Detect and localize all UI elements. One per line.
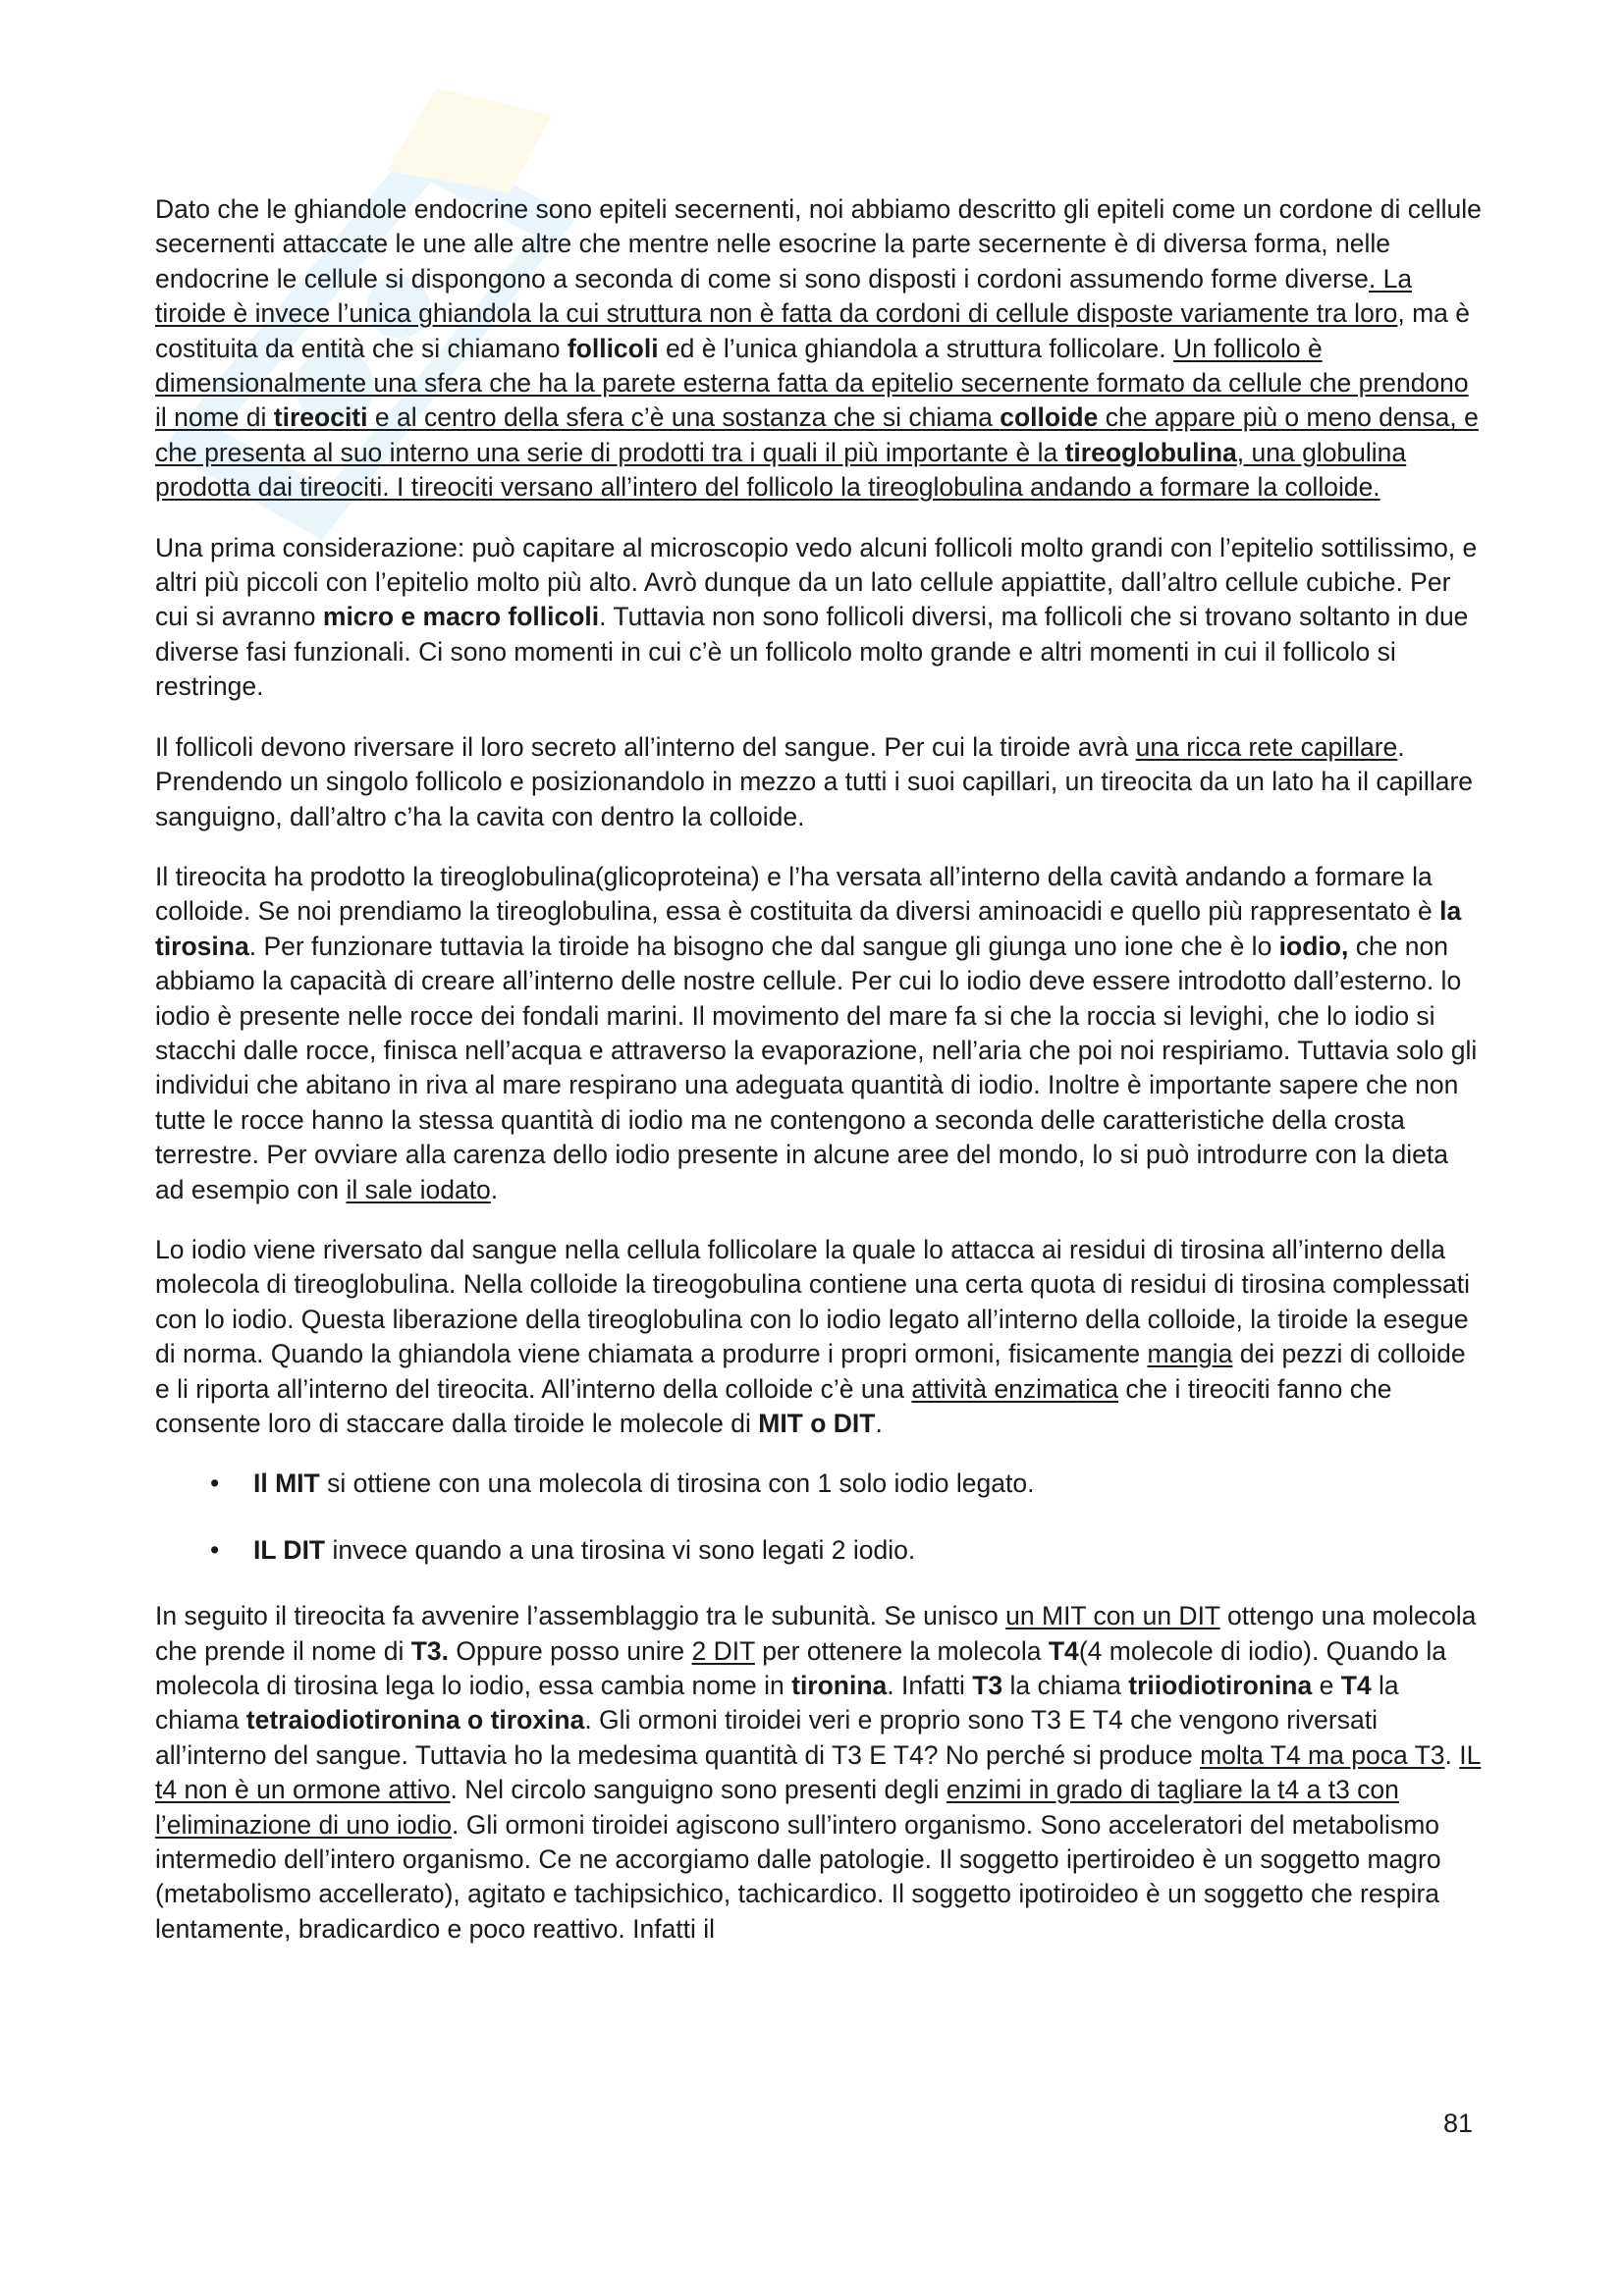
paragraph-3	[155, 730, 1483, 834]
p1-bold-follicoli: follicoli	[567, 333, 659, 363]
p4-text-e: che non abbiamo la capacità di creare all’interno delle nostre cellule. Per cui lo iodio deve essere introdotto dall’esterno. lo iodio è presente nelle rocce dei fondali marini. Il movimento del mare fa si che la roccia si levighi, che lo iodio si stacchi dalle rocce, finisca nell’acqua e attraverso la evaporazione, nell’aria che poi noi respiriamo. Tuttavia solo gli individui che abitano in riva al mare respirano una adeguata quantità di iodio. Inoltre è importante sapere che non tutte le rocce hanno la stessa quantità di iodio ma ne contengono a seconda delle caratteristiche della crosta terrestre. Per ovviare alla carenza dello iodio presente in alcune aree del mondo, lo si può introdurre con la dieta ad esempio con	[155, 931, 1478, 1204]
p6-text-i: (4 molecole di iodio). Quando la molecola di tirosina lega lo iodio, essa cambia nome in	[155, 1635, 1446, 1701]
p2-text-c: . Tuttavia non sono follicoli diversi, ma follicoli che si trovano soltanto in due diverse fasi funzionali. Ci sono momenti in cui c’è un follicolo molto grande e altri momenti in cui il follicolo si restringe.	[155, 602, 1469, 702]
bullet-icon: •	[210, 1468, 220, 1499]
p1-bold-tireoglobulina: tireoglobulina	[1064, 437, 1237, 467]
p6-bold-t3: T3.	[410, 1635, 450, 1666]
p6-text-c: ottengo una molecola che prende il nome di	[155, 1601, 1477, 1666]
bullet-icon: •	[210, 1534, 220, 1565]
p1-text-c: , ma è costituita da entità che si chiamano	[155, 298, 1471, 363]
p6-underline-b: un MIT con un DIT	[1005, 1601, 1220, 1631]
p1-bold-colloide: colloide	[1000, 402, 1099, 433]
paragraph-4	[155, 860, 1483, 1207]
p4-bold-iodio: iodio,	[1278, 931, 1349, 961]
p2-bold-micro-macro: micro e macro follicoli	[322, 602, 600, 632]
p6-bold-tetraiodio: tetraiodiotironina o tiroxina	[245, 1705, 585, 1735]
p1-text-l: , una globulina prodotta dai tireociti. I tireociti versano all’intero del follicolo la tireoglobulina andando a formare la colloide.	[155, 437, 1407, 503]
p1-text-f: Un follicolo è dimensionalmente una sfera che ha la parete esterna fatta da epitelio secernente formato da cellule che prendono il nome di	[155, 333, 1469, 433]
p6-text-k: . Infatti	[887, 1671, 973, 1701]
p3-underline-rete: una ricca rete capillare	[1135, 731, 1398, 762]
p6-text-e: Oppure posso unire	[449, 1635, 692, 1666]
list-item	[155, 1533, 1483, 1568]
paragraph-6	[155, 1599, 1483, 1947]
p6-bold-triiodio: triiodiotironina	[1128, 1671, 1313, 1701]
p5-underline-attivita: attività enzimatica	[911, 1373, 1119, 1404]
p6-text-y: . Gli ormoni tiroidei agiscono sull’intero organismo. Sono acceleratori del metabolismo intermedio dell’intero organismo. Ce ne accorgiamo dalle patologie. Il soggetto ipertiroideo è un soggetto magro (metabolismo accellerato), agitato e tachipsichico, tachicardico. Il soggetto ipotiroideo è un soggetto che respira lentamente, bradicardico e poco reattivo. Infatti il	[155, 1809, 1441, 1944]
p6-text-u: .	[1444, 1739, 1460, 1770]
p6-text-g: per ottenere la molecola	[754, 1635, 1049, 1666]
p6-underline-molta: molta T4 ma poca T3	[1200, 1739, 1445, 1770]
p1-text-a: Dato che le ghiandole endocrine sono epiteli secernenti, noi abbiamo descritto gli epiteli come un cordone di cellule secernenti attaccate le une alle altre che mentre nelle esocrine la parte secernente è di diversa forma, nelle endocrine le cellule si dispongono a seconda di come si sono disposti i cordoni assumendo forme diverse	[155, 194, 1482, 294]
p5-text-a: Lo iodio viene riversato dal sangue nella cellula follicolare la quale lo attacca ai residui di tirosina all’interno della molecola di tireoglobulina. Nella colloide la tireogobulina contiene una certa quota di residui di tirosina complessati con lo iodio. Questa liberazione della tireoglobulina con lo iodio legato all’interno della colloide, la tiroide la esegue di norma. Quando la ghiandola viene chiamata a produrre i propri ormoni, fisicamente	[155, 1234, 1471, 1369]
p1-text-e: ed è l’unica ghiandola a struttura follicolare.	[658, 333, 1174, 363]
p3-text-c: . Prendendo un singolo follicolo e posizionandolo in mezzo a tutti i suoi capillari, un tireocita da un lato ha il capillare sanguigno, dall’altro c’ha la cavita con dentro la colloide.	[155, 731, 1474, 831]
p6-underline-ormone: IL t4 non è un ormone attivo	[155, 1739, 1482, 1805]
p6-underline-enzimi: enzimi in grado di tagliare la t4 a t3 con l’eliminazione di uno iodio	[155, 1775, 1399, 1840]
p1-text-h: e al centro della sfera c’è una sostanza che si chiama	[367, 402, 1001, 433]
p1-bold-tireociti: tireociti	[273, 402, 368, 433]
p4-text-a: Il tireocita ha prodotto la tireoglobulina(glicoproteina) e l’ha versata all’interno della cavità andando a formare la colloide. Se noi prendiamo la tireoglobulina, essa è costituita da diversi aminoacidi e quello più rappresentato è	[155, 861, 1440, 927]
p2-text-a: Una prima considerazione: può capitare al microscopio vedo alcuni follicoli molto grandi con l’epitelio sottilissimo, e altri più piccoli con l’epitelio molto più alto. Avrò dunque da un lato cellule appiattite, dall’altro cellule cubiche. Per cui si avranno	[155, 532, 1478, 632]
page-number: 81	[1443, 2109, 1474, 2138]
paragraph-5	[155, 1233, 1483, 1441]
p5-bold-mit-dit: MIT o DIT	[758, 1409, 876, 1438]
p5-text-e: che i tireociti fanno che consente loro di staccare dalla tiroide le molecole di	[155, 1373, 1392, 1438]
p3-text-a: Il follicoli devono riversare il loro secreto all’interno del sangue. Per cui la tiroide avrà	[155, 731, 1136, 762]
paragraph-1	[155, 192, 1483, 506]
p6-text-a: In seguito il tireocita fa avvenire l’assemblaggio tra le subunità. Se unisco	[155, 1601, 1006, 1631]
p6-bold-t4b: T4	[1340, 1671, 1372, 1701]
bullet-bold: Il MIT	[253, 1468, 320, 1499]
p5-text-g: .	[875, 1409, 883, 1438]
p6-bold-t4: T4	[1048, 1635, 1079, 1666]
p6-text-o: e	[1312, 1671, 1341, 1701]
p5-text-c: dei pezzi di colloide e li riporta all’interno del tireocita. All’interno della colloide c’è una	[155, 1339, 1466, 1404]
paragraph-2	[155, 531, 1483, 705]
p4-text-g: .	[490, 1174, 499, 1204]
p1-text-j: che appare più o meno densa, e che presenta al suo interno una serie di prodotti tra i quali il più importante è la	[155, 402, 1479, 467]
p1-underline-b: . La tiroide è invece l’unica ghiandola la cui struttura non è fatta da cordoni di cellule disposte variamente tra loro	[155, 263, 1413, 329]
p6-bold-tironina: tironina	[791, 1671, 888, 1701]
bullet-bold: IL DIT	[253, 1534, 326, 1565]
p5-underline-mangia: mangia	[1147, 1339, 1233, 1369]
list-item	[155, 1467, 1483, 1501]
p4-bold-tirosina: la tirosina	[155, 896, 1462, 961]
bullet-list	[155, 1467, 1483, 1568]
bullet-text: invece quando a una tirosina vi sono legati 2 iodio.	[325, 1534, 916, 1565]
p4-text-c: . Per funzionare tuttavia la tiroide ha bisogno che dal sangue gli giunga uno ione che è lo	[248, 931, 1279, 961]
bullet-text: si ottiene con una molecola di tirosina con 1 solo iodio legato.	[319, 1468, 1035, 1499]
document-page	[155, 192, 1483, 1972]
p6-text-s: . Gli ormoni tiroidei veri e proprio sono T3 E T4 che vengono riversati all’interno del sangue. Tuttavia ho la medesima quantità di T3 E T4? No perché si produce	[155, 1705, 1378, 1770]
p6-underline-2dit: 2 DIT	[691, 1635, 755, 1666]
p6-bold-t3b: T3	[972, 1671, 1003, 1701]
p4-underline-sale: il sale iodato	[346, 1174, 491, 1204]
p6-text-m: la chiama	[1002, 1671, 1129, 1701]
p6-text-q: la chiama	[155, 1671, 1399, 1735]
p6-text-w: . Nel circolo sanguigno sono presenti degli	[450, 1775, 947, 1805]
